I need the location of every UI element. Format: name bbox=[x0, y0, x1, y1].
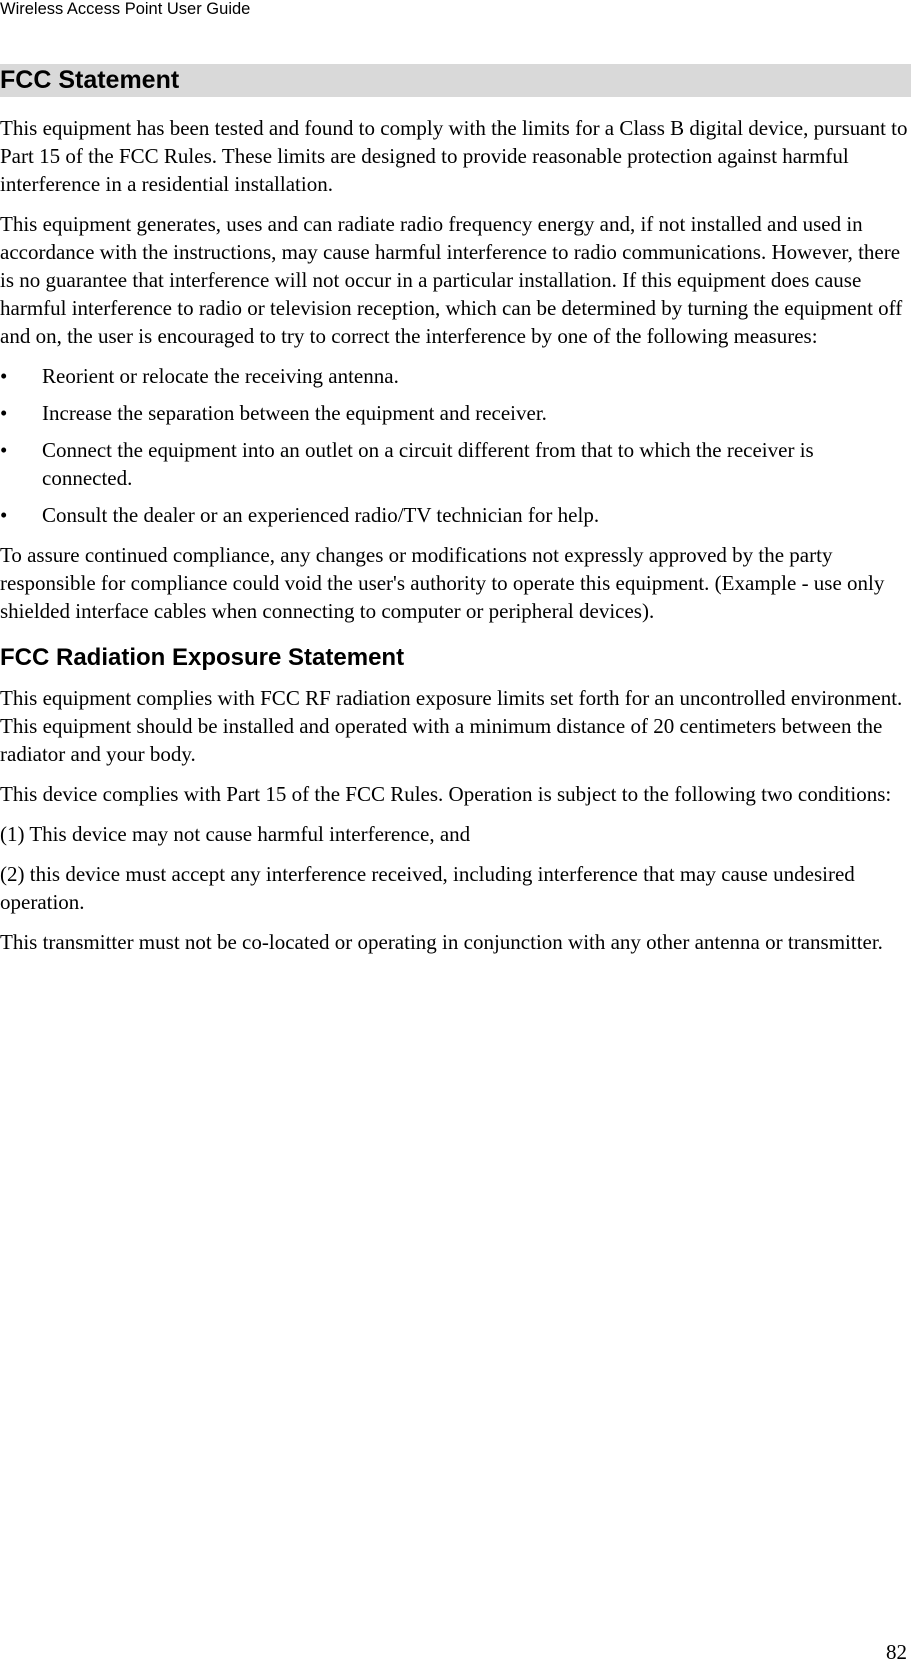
list-item-text: Connect the equipment into an outlet on a circuit different from that to which the receiver is connected. bbox=[42, 438, 814, 490]
list-item bbox=[0, 399, 911, 427]
fcc-statement-paragraph-1: This equipment has been tested and found to comply with the limits for a Class B digital device, pursuant to Part 15 of the FCC Rules. These limits are designed to provide reasonable protection against harmful interference in a residential installation. bbox=[0, 116, 908, 196]
radiation-exposure-heading: FCC Radiation Exposure Statement bbox=[0, 644, 405, 671]
radiation-exposure-section bbox=[0, 643, 911, 956]
bullet-icon: • bbox=[0, 364, 8, 388]
list-item-text: Consult the dealer or an experienced radio/TV technician for help. bbox=[42, 503, 600, 527]
list-item bbox=[0, 436, 911, 492]
list-item bbox=[0, 362, 911, 390]
transmitter-paragraph: This transmitter must not be co-located or operating in conjunction with any other antenna or transmitter. bbox=[0, 930, 883, 954]
compliance-paragraph: To assure continued compliance, any changes or modifications not expressly approved by the party responsible for compliance could void the user's authority to operate this equipment. (Example - use only shielded interface cables when connecting to computer or peripheral devices). bbox=[0, 543, 885, 623]
bullet-icon: • bbox=[0, 401, 8, 425]
page-content bbox=[0, 64, 911, 968]
list-item-text: Increase the separation between the equipment and receiver. bbox=[42, 401, 547, 425]
page-number: 82 bbox=[886, 1640, 907, 1664]
interference-measures-list bbox=[0, 362, 911, 529]
fcc-statement-section bbox=[0, 64, 911, 625]
radiation-paragraph-1: This equipment complies with FCC RF radiation exposure limits set forth for an uncontrolled environment. This equipment should be installed and operated with a minimum distance of 20 centimeters between the radiator and your body. bbox=[0, 686, 903, 766]
fcc-statement-paragraph-2: This equipment generates, uses and can radiate radio frequency energy and, if not installed and used in accordance with the instructions, may cause harmful interference to radio communications. However, there is no guarantee that interference will not occur in a particular installation. If this equipment does cause harmful interference to radio or television reception, which can be determined by turning the equipment off and on, the user is encouraged to try to correct the interference by one of the following measures: bbox=[0, 212, 903, 348]
radiation-paragraph-2: This device complies with Part 15 of the FCC Rules. Operation is subject to the following two conditions: bbox=[0, 782, 892, 806]
condition-1-paragraph: (1) This device may not cause harmful interference, and bbox=[0, 822, 471, 846]
list-item-text: Reorient or relocate the receiving antenna. bbox=[42, 364, 399, 388]
condition-2-paragraph: (2) this device must accept any interference received, including interference that may cause undesired operation. bbox=[0, 862, 855, 914]
bullet-icon: • bbox=[0, 503, 8, 527]
bullet-icon: • bbox=[0, 438, 8, 462]
running-header: Wireless Access Point User Guide bbox=[0, 0, 251, 18]
list-item bbox=[0, 501, 911, 529]
fcc-statement-heading: FCC Statement bbox=[0, 64, 911, 97]
